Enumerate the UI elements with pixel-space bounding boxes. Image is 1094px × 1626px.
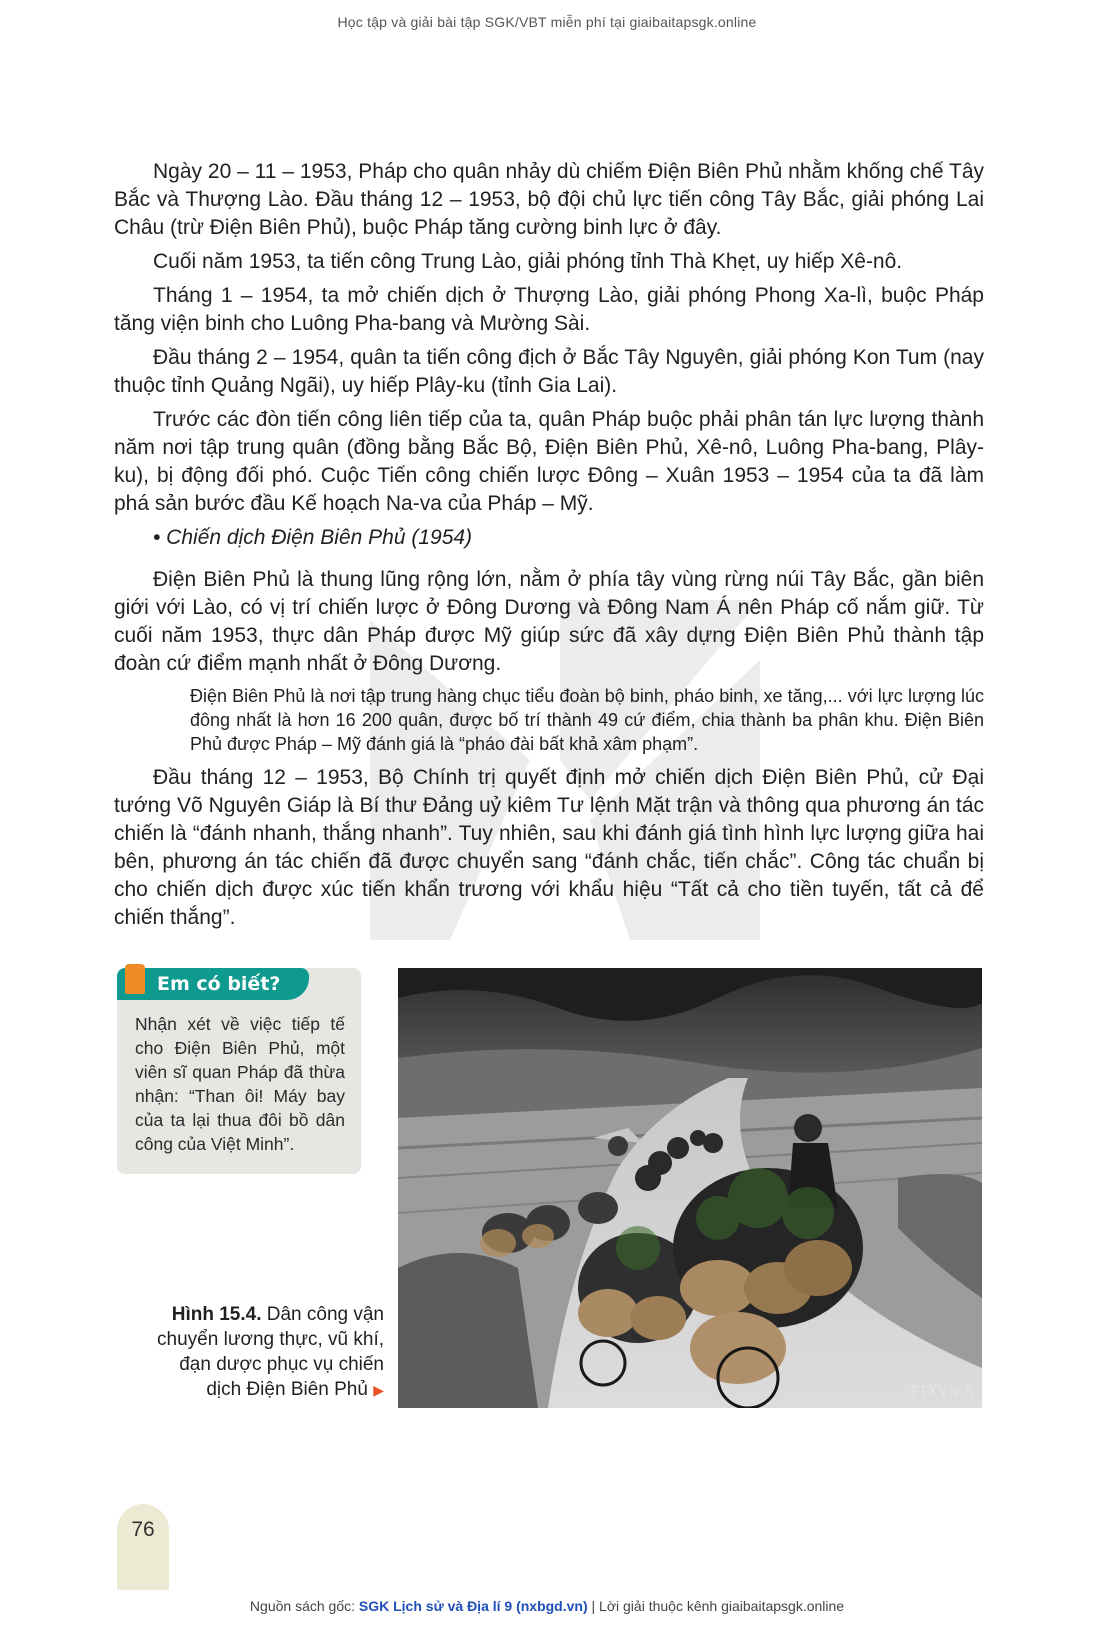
figure-photo — [398, 968, 982, 1408]
did-you-know-box — [117, 968, 361, 1174]
paragraph: Đầu tháng 2 – 1954, quân ta tiến công địch ở Bắc Tây Nguyên, giải phóng Kon Tum (nay thuộc tỉnh Quảng Ngãi), uy hiếp Plây-ku (tỉnh Gia Lai). — [114, 346, 984, 397]
paragraph: Trước các đòn tiến công liên tiếp của ta, quân Pháp buộc phải phân tán lực lượng thành năm nơi tập trung quân (đồng bằng Bắc Bộ, Điện Biên Phủ, Xê-nô, Luông Pha-bang, Plây-ku), bị động đối phó. Cuộc Tiến công chiến lược Đông – Xuân 1953 – 1954 của ta đã làm phá sản bước đầu Kế hoạch Na-va của Pháp – Mỹ. — [114, 408, 984, 515]
header-source-note: Học tập và giải bài tập SGK/VBT miễn phí tại giaibaitapsgk.online — [337, 14, 757, 30]
section-heading: • Chiến dịch Điện Biên Phủ (1954) — [153, 526, 473, 549]
footer-source — [0, 1598, 1094, 1614]
footer-source-link[interactable]: SGK Lịch sử và Địa lí 9 (nxbgd.vn) — [358, 1598, 588, 1614]
paragraph: Tháng 1 – 1954, ta mở chiến dịch ở Thượng Lào, giải phóng Phong Xa-lì, buộc Pháp tăng viện binh cho Luông Pha-bang và Mường Sài. — [114, 284, 984, 335]
photo-stamp: TTXVN-5 — [909, 1384, 974, 1400]
figure-label: Hình 15.4. — [171, 1304, 262, 1325]
did-you-know-text: Nhận xét về việc tiếp tế cho Điện Biên Phủ, một viên sĩ quan Pháp đã thừa nhận: “Than ôi! Máy bay của ta lại thua đôi bồ dân công của Việt Minh”. — [135, 1014, 345, 1154]
footer-suffix: | Lời giải thuộc kênh giaibaitapsgk.online — [587, 1598, 845, 1614]
page-number: 76 — [131, 1518, 155, 1541]
paragraph: Ngày 20 – 11 – 1953, Pháp cho quân nhảy dù chiếm Điện Biên Phủ nhằm khống chế Tây Bắc và Thượng Lào. Đầu tháng 12 – 1953, bộ đội chủ lực tiến công Tây Bắc, giải phóng Lai Châu (trừ Điện Biên Phủ), buộc Pháp tăng cường binh lực ở đây. — [114, 160, 984, 239]
bookmark-icon — [125, 964, 145, 994]
paragraph: Đầu tháng 12 – 1953, Bộ Chính trị quyết định mở chiến dịch Điện Biên Phủ, cử Đại tướng Võ Nguyên Giáp là Bí thư Đảng uỷ kiêm Tư lệnh Mặt trận và thông qua phương án tác chiến là “đánh nhanh, thắng nhanh”. Tuy nhiên, sau khi đánh giá tình hình lực lượng giữa hai bên, phương án tác chiến đã được chuyển sang “đánh chắc, tiến chắc”. Công tác chuẩn bị cho chiến dịch được xúc tiến khẩn trương với khẩu hiệu “Tất cả cho tiền tuyến, tất cả để chiến thắng”. — [114, 766, 984, 929]
paragraph: Cuối năm 1953, ta tiến công Trung Lào, giải phóng tỉnh Thà Khẹt, uy hiếp Xê-nô. — [153, 250, 903, 273]
footer-prefix: Nguồn sách gốc: — [249, 1598, 359, 1614]
caption-arrow-icon: ▶ — [373, 1382, 384, 1398]
figure-caption-text: Dân công vận chuyển lương thực, vũ khí, đạn dược phục vụ chiến dịch Điện Biên Phủ — [157, 1304, 384, 1400]
did-you-know-title: Em có biết? — [117, 968, 309, 1000]
paragraph: Điện Biên Phủ là thung lũng rộng lớn, nằm ở phía tây vùng rừng núi Tây Bắc, gần biên giới với Lào, có vị trí chiến lược ở Đông Dương và Đông Nam Á nên Pháp cố nắm giữ. Từ cuối năm 1953, thực dân Pháp được Mỹ giúp sức đã xây dựng Điện Biên Phủ thành tập đoàn cứ điểm mạnh nhất ở Đông Dương. — [114, 568, 984, 675]
page-number-tab — [117, 1504, 169, 1590]
note-paragraph: Điện Biên Phủ là nơi tập trung hàng chục tiểu đoàn bộ binh, pháo binh, xe tăng,... với lực lượng lúc đông nhất là hơn 16 200 quân, được bố trí thành 49 cứ điểm, chia thành ba phân khu. Điện Biên Phủ được Pháp – Mỹ đánh giá là “pháo đài bất khả xâm phạm”. — [190, 686, 984, 754]
figure-caption — [144, 1302, 384, 1403]
main-text — [114, 158, 984, 938]
